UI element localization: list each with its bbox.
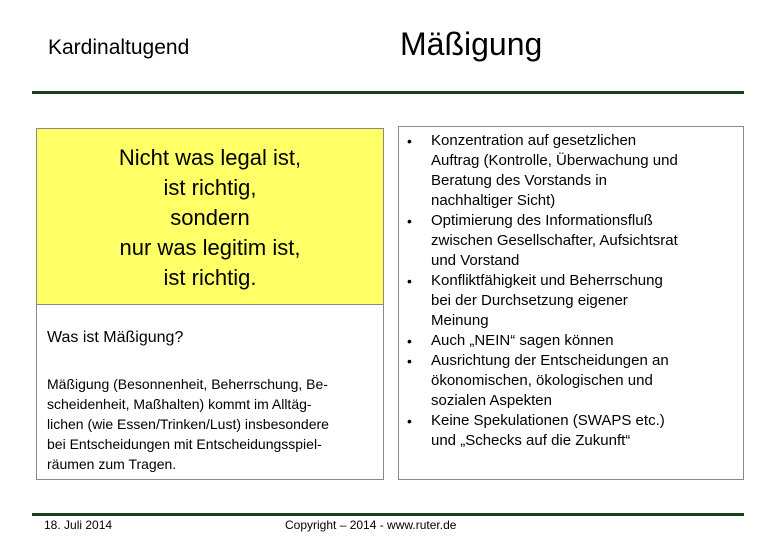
quote-line: nur was legitim ist, <box>119 235 301 260</box>
page-title: Mäßigung <box>400 26 543 62</box>
bullet-icon: • <box>407 353 412 369</box>
footer-copyright: Copyright – 2014 - www.ruter.de <box>285 518 457 532</box>
definition-panel <box>36 128 384 480</box>
list-item: • Auch „NEIN“ sagen können <box>407 332 614 349</box>
bullet-icon: • <box>407 413 412 429</box>
definition-text <box>47 374 377 474</box>
bullet-icon: • <box>407 213 412 229</box>
category-label: Kardinaltugend <box>48 36 190 59</box>
quote-line: ist richtig. <box>163 265 257 290</box>
bullet-icon: • <box>407 333 412 349</box>
quote-line: ist richtig, <box>163 175 257 200</box>
footer-divider <box>32 513 744 516</box>
list-item: • Konzentration auf gesetzlichen Auftrag (Kontrolle, Überwachung und Beratung des Vorstands in nachhaltiger Sicht) <box>407 132 678 209</box>
definition-line: scheidenheit, Maßhalten) kommt im Alltäg- <box>47 396 312 412</box>
list-item: • Ausrichtung der Entscheidungen an ökonomischen, ökologischen und sozialen Aspekten <box>407 352 669 409</box>
question-heading: Was ist Mäßigung? <box>47 329 184 346</box>
bullet-panel <box>398 126 744 480</box>
quote-line: sondern <box>170 205 250 230</box>
definition-line: lichen (wie Essen/Trinken/Lust) insbesondere <box>47 416 329 432</box>
footer-date: 18. Juli 2014 <box>44 518 113 532</box>
list-item: • Konfliktfähigkeit und Beherrschung bei der Durchsetzung eigener Meinung <box>407 272 663 329</box>
definition-line: Mäßigung (Besonnenheit, Beherrschung, Be- <box>47 376 328 392</box>
quote-text <box>37 143 383 293</box>
quote-highlight-box <box>37 129 383 305</box>
bullet-icon: • <box>407 133 412 149</box>
list-item: • Keine Spekulationen (SWAPS etc.) und „Schecks auf die Zukunft“ <box>407 412 665 449</box>
quote-line: Nicht was legal ist, <box>118 145 302 170</box>
header-divider <box>32 91 744 94</box>
bullet-list <box>399 131 736 451</box>
definition-line: räumen zum Tragen. <box>47 456 177 472</box>
definition-line: bei Entscheidungen mit Entscheidungsspiel- <box>47 436 322 452</box>
bullet-icon: • <box>407 273 412 289</box>
list-item: • Optimierung des Informationsfluß zwischen Gesellschafter, Aufsichtsrat und Vorstand <box>407 212 678 269</box>
